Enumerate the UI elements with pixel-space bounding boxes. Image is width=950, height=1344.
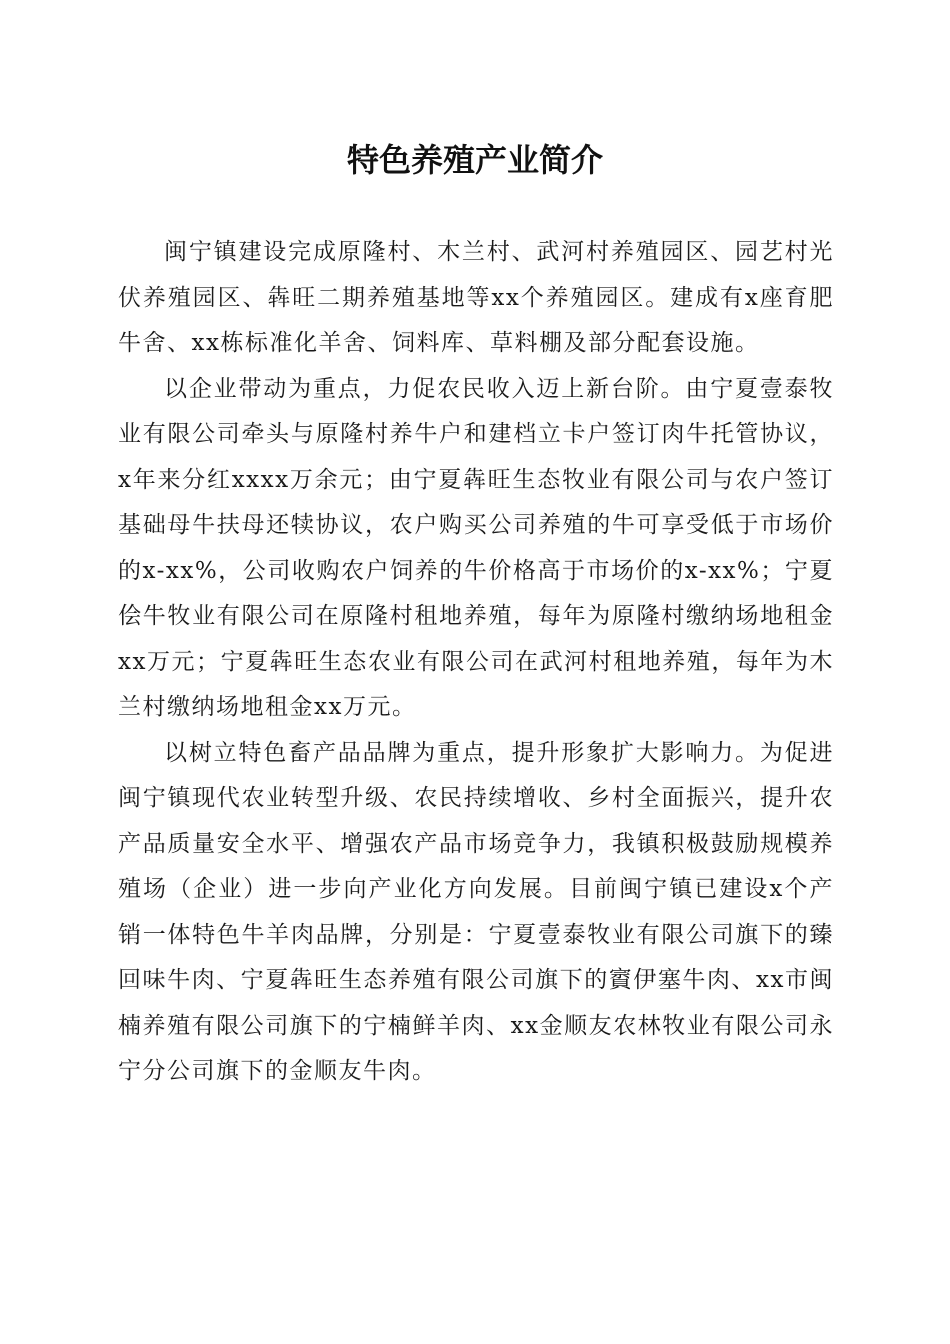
paragraph-2: 以企业带动为重点，力促农民收入迈上新台阶。由宁夏壹泰牧业有限公司牵头与原隆村养牛户和建档立卡户签订肉牛托管协议，x年来分红xxxx万余元；由宁夏犇旺生态牧业有限公司与农户签订基础母牛扶母还犊协议，农户购买公司养殖的牛可享受低于市场价的x-xx%，公司收购农户饲养的牛价格高于市场价的x-xx%；宁夏侩牛牧业有限公司在原隆村租地养殖，每年为原隆村缴纳场地租金xx万元；宁夏犇旺生态农业有限公司在武河村租地养殖，每年为木兰村缴纳场地租金xx万元。 [118,375,834,720]
paragraph-1: 闽宁镇建设完成原隆村、木兰村、武河村养殖园区、园艺村光伏养殖园区、犇旺二期养殖基地等xx个养殖园区。建成有x座育肥牛舍、xx栋标准化羊舍、饲料库、草料棚及部分配套设施。 [118,239,834,356]
document-body [118,230,834,1095]
paragraph-3: 以树立特色畜产品品牌为重点，提升形象扩大影响力。为促进闽宁镇现代农业转型升级、农民持续增收、乡村全面振兴，提升农产品质量安全水平、增强农产品市场竞争力，我镇积极鼓励规模养殖场（企业）进一步向产业化方向发展。目前闽宁镇已建设x个产销一体特色牛羊肉品牌，分别是：宁夏壹泰牧业有限公司旗下的臻回味牛肉、宁夏犇旺生态养殖有限公司旗下的賨伊塞牛肉、xx市闽楠养殖有限公司旗下的宁楠鲜羊肉、xx金顺友农林牧业有限公司永宁分公司旗下的金顺友牛肉。 [118,739,834,1084]
document-title: 特色养殖产业简介 [346,141,603,179]
